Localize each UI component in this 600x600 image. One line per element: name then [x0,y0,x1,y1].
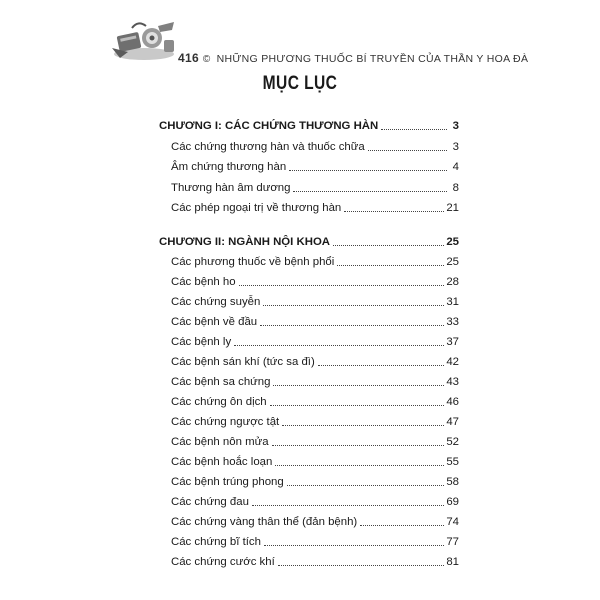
item-page: 4 [452,161,459,173]
book-title: NHỮNG PHƯƠNG THUỐC BÍ TRUYỀN CỦA THẦN Y HOA ĐÀ [216,53,529,65]
item-title: Các chứng đau [171,496,249,508]
item-title: Các chứng suyễn [171,296,261,308]
item-page: 31 [446,296,459,308]
leader-dots [273,384,444,386]
toc-item[interactable] [171,535,459,549]
toc-item[interactable] [171,355,459,369]
leader-dots [234,344,444,346]
leader-dots [270,404,445,406]
item-title: Các chứng vàng thân thể (đản bệnh) [171,516,358,528]
chapter-page: 25 [446,236,459,248]
leader-dots [282,424,444,426]
running-header [108,18,578,65]
toc-item[interactable] [171,140,459,154]
leader-dots [239,284,445,286]
page-number: 416 [178,51,199,65]
toc-title: MỤC LỤC [262,73,338,94]
toc-item[interactable] [171,160,459,174]
leader-dots [360,524,444,526]
item-page: 69 [446,496,459,508]
item-title: Các chứng ngược tật [171,416,280,428]
item-page: 37 [446,336,459,348]
toc-item[interactable] [171,201,459,215]
separator-icon: © [202,54,211,65]
item-title: Các bệnh hoắc loạn [171,456,273,468]
item-title: Các bệnh sán khí (tức sa đì) [171,356,315,368]
leader-dots [333,244,444,246]
toc-item[interactable] [171,515,459,529]
item-title: Các bệnh nôn mửa [171,436,269,448]
chapter-title: CHƯƠNG I: CÁC CHỨNG THƯƠNG HÀN [159,120,379,132]
item-page: 46 [446,396,459,408]
item-page: 58 [446,476,459,488]
item-title: Các chứng cước khí [171,556,275,568]
medicine-tools-illustration [108,18,180,62]
leader-dots [272,444,445,446]
toc-item[interactable] [171,255,459,269]
toc-item[interactable] [171,475,459,489]
leader-dots [293,190,447,192]
item-page: 28 [446,276,459,288]
item-title: Các bệnh về đầu [171,316,258,328]
item-title: Thương hàn âm dương [171,182,291,194]
item-title: Các bệnh ly [171,336,232,348]
item-page: 21 [446,202,459,214]
item-title: Âm chứng thương hàn [171,161,287,173]
item-page: 55 [446,456,459,468]
leader-dots [263,304,444,306]
header-line [178,51,528,65]
item-page: 47 [446,416,459,428]
item-page: 8 [452,182,459,194]
toc-item[interactable] [171,495,459,509]
leader-dots [275,464,444,466]
item-page: 81 [446,556,459,568]
leader-dots [260,324,444,326]
leader-dots [278,564,445,566]
item-page: 52 [446,436,459,448]
item-page: 77 [446,536,459,548]
toc-item[interactable] [171,375,459,389]
leader-dots [318,364,445,366]
toc-item[interactable] [171,315,459,329]
leader-dots [344,210,444,212]
item-title: Các chứng bĩ tích [171,536,261,548]
leader-dots [287,484,445,486]
item-title: Các chứng thương hàn và thuốc chữa [171,141,365,153]
toc-chapter[interactable] [159,235,459,249]
item-title: Các bệnh sa chứng [171,376,271,388]
item-page: 25 [446,256,459,268]
item-title: Các bệnh trúng phong [171,476,284,488]
leader-dots [289,169,447,171]
toc-item[interactable] [171,455,459,469]
leader-dots [368,149,447,151]
item-title: Các bệnh ho [171,276,236,288]
chapter-title: CHƯƠNG II: NGÀNH NỘI KHOA [159,236,331,248]
toc-item[interactable] [171,435,459,449]
toc-item[interactable] [171,275,459,289]
toc-item[interactable] [171,295,459,309]
item-title: Các phép ngoại trị về thương hàn [171,202,342,214]
toc-item[interactable] [171,395,459,409]
item-title: Các phương thuốc về bệnh phổi [171,256,335,268]
item-title: Các chứng ôn dịch [171,396,267,408]
leader-dots [252,504,444,506]
toc-chapter[interactable] [159,119,459,133]
leader-dots [381,128,447,130]
item-page: 43 [446,376,459,388]
toc-item[interactable] [171,181,459,195]
item-page: 42 [446,356,459,368]
item-page: 74 [446,516,459,528]
toc-item[interactable] [171,555,459,569]
leader-dots [264,544,444,546]
toc-item[interactable] [171,335,459,349]
toc-item[interactable] [171,415,459,429]
item-page: 3 [452,141,459,153]
leader-dots [337,264,444,266]
item-page: 33 [446,316,459,328]
chapter-page: 3 [452,120,459,132]
